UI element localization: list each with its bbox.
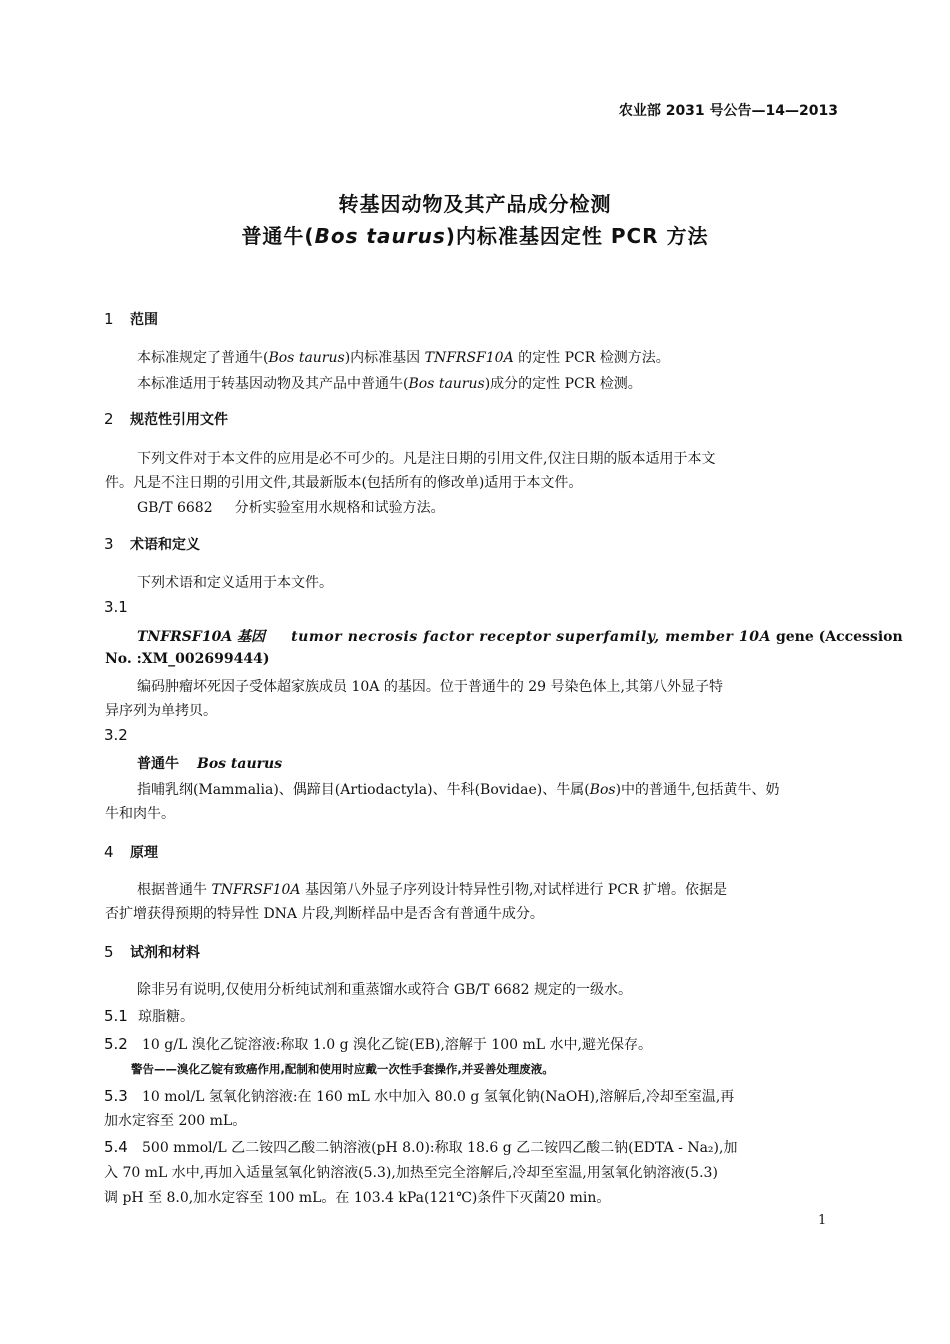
- term-3-2-title: 普通牛 Bos taurus: [137, 756, 283, 772]
- section-3-intro: 下列术语和定义适用于本文件。: [137, 575, 333, 591]
- term-3-1-title: TNFRSF10A 基因 tumor necrosis factor receptor superfamily, member 10A gene (Accession: [137, 629, 903, 645]
- title-line-1: 转基因动物及其产品成分检测: [338, 192, 612, 216]
- item-5-4-line-1: 5.4 500 mmol/L 乙二铵四乙酸二钠溶液(pH 8.0):称取 18.6 g 乙二铵四乙酸二钠(EDTA - Na₂),加: [104, 1138, 738, 1156]
- term-3-1-number: 3.1: [104, 598, 128, 616]
- item-5-2: 5.2 10 g/L 溴化乙锭溶液:称取 1.0 g 溴化乙锭(EB),溶解于 100 mL 水中,避光保存。: [104, 1035, 652, 1053]
- item-5-3-line-2: 加水定容至 200 mL。: [104, 1113, 247, 1129]
- section-1-para-1: 本标准规定了普通牛(Bos taurus)内标准基因 TNFRSF10A 的定性 PCR 检测方法。: [137, 350, 670, 366]
- term-3-2-definition-1: 指哺乳纲(Mammalia)、偶蹄目(Artiodactyla)、牛科(Bovidae)、牛属(Bos)中的普通牛,包括黄牛、奶: [137, 782, 780, 798]
- section-4-heading: 4 原理: [104, 843, 158, 861]
- section-4-line-1: 根据普通牛 TNFRSF10A 基因第八外显子序列设计特异性引物,对试样进行 PCR 扩增。依据是: [137, 882, 728, 898]
- section-2-line-2: 件。凡是不注日期的引用文件,其最新版本(包括所有的修改单)适用于本文件。: [105, 475, 583, 491]
- item-5-3-line-1: 5.3 10 mol/L 氢氧化钠溶液:在 160 mL 水中加入 80.0 g 氢氧化钠(NaOH),溶解后,冷却至室温,再: [104, 1087, 735, 1105]
- title-latin-name: Bos taurus: [314, 224, 446, 248]
- term-3-1-definition-1: 编码肿瘤坏死因子受体超家族成员 10A 的基因。位于普通牛的 29 号染色体上,其第八外显子特: [137, 679, 723, 695]
- normative-reference: GB/T 6682 分析实验室用水规格和试验方法。: [137, 500, 445, 516]
- section-5-heading: 5 试剂和材料: [104, 943, 200, 961]
- section-4-line-2: 否扩增获得预期的特异性 DNA 片段,判断样品中是否含有普通牛成分。: [105, 906, 544, 922]
- section-2-line-1: 下列文件对于本文件的应用是必不可少的。凡是注日期的引用文件,仅注日期的版本适用于本文: [137, 451, 716, 467]
- title-line-2: 普通牛(Bos taurus)内标准基因定性 PCR 方法: [241, 224, 709, 248]
- section-5-intro: 除非另有说明,仅使用分析纯试剂和重蒸馏水或符合 GB/T 6682 规定的一级水。: [137, 982, 632, 998]
- warning-note: 警告——溴化乙锭有致癌作用,配制和使用时应戴一次性手套操作,并妥善处理废液。: [131, 1062, 554, 1076]
- term-3-1-definition-2: 异序列为单拷贝。: [105, 703, 217, 719]
- term-3-2-number: 3.2: [104, 726, 128, 744]
- section-2-heading: 2 规范性引用文件: [104, 410, 228, 428]
- item-5-4-line-2: 入 70 mL 水中,再加入适量氢氧化钠溶液(5.3),加热至完全溶解后,冷却至室温,用氢氧化钠溶液(5.3): [104, 1165, 718, 1181]
- section-3-heading: 3 术语和定义: [104, 535, 200, 553]
- document-code: 农业部 2031 号公告—14—2013: [618, 103, 838, 119]
- item-5-4-line-3: 调 pH 至 8.0,加水定容至 100 mL。在 103.4 kPa(121℃)条件下灭菌20 min。: [104, 1190, 611, 1206]
- section-1-para-2: 本标准适用于转基因动物及其产品中普通牛(Bos taurus)成分的定性 PCR 检测。: [137, 376, 642, 392]
- term-3-2-definition-2: 牛和肉牛。: [105, 806, 175, 822]
- page-number: 1: [818, 1213, 827, 1228]
- term-3-1-accession: No. :XM_002699444): [105, 651, 270, 667]
- section-1-heading: 1 范围: [104, 310, 158, 328]
- item-5-1: 5.1 琼脂糖。: [104, 1007, 194, 1025]
